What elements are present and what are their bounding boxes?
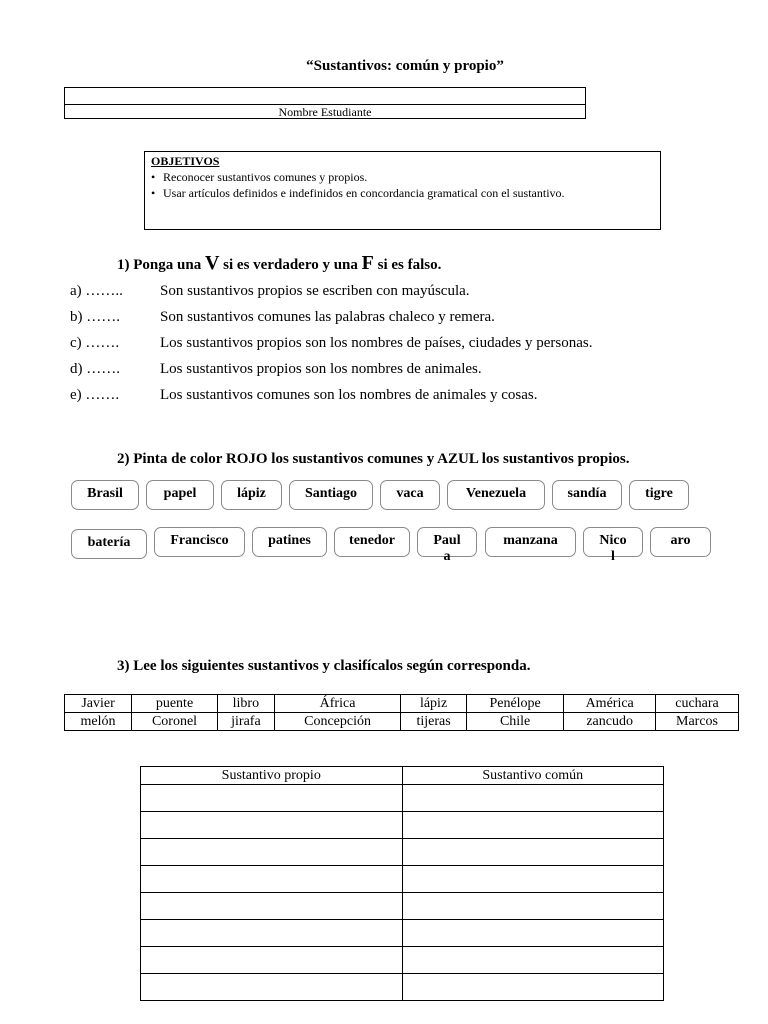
word-box[interactable]: tenedor <box>334 527 410 557</box>
word-box[interactable]: manzana <box>485 527 576 557</box>
page-title: “Sustantivos: común y propio” <box>306 58 504 74</box>
word-cell: puente <box>132 695 218 713</box>
proper-answer-cell[interactable] <box>141 893 403 920</box>
table-row <box>141 920 664 947</box>
common-answer-cell[interactable] <box>402 812 664 839</box>
statement-d <box>0 361 768 381</box>
word-box[interactable]: Venezuela <box>447 480 545 510</box>
word-box[interactable]: Brasil <box>71 480 139 510</box>
word-box[interactable]: tigre <box>629 480 689 510</box>
q3-heading <box>117 658 531 675</box>
word-cell: Coronel <box>132 713 218 731</box>
q2-text: Pinta de color ROJO los sustantivos comunes y AZUL los sustantivos propios. <box>133 451 630 467</box>
q2-heading <box>117 451 629 468</box>
q3-text: Lee los siguientes sustantivos y clasifícalos según corresponda. <box>133 658 531 674</box>
word-cell: lápiz <box>401 695 467 713</box>
word-cell: libro <box>217 695 274 713</box>
statement-text: Los sustantivos propios son los nombres de países, ciudades y personas. <box>160 335 593 351</box>
table-row <box>141 839 664 866</box>
objective-item: • Usar artículos definidos e indefinidos en concordancia gramatical con el sustantivo. <box>151 185 652 201</box>
proper-answer-cell[interactable] <box>141 839 403 866</box>
word-cell: Marcos <box>656 713 739 731</box>
common-answer-cell[interactable] <box>402 974 664 1001</box>
word-cell: tijeras <box>401 713 467 731</box>
objective-item: • Reconocer sustantivos comunes y propios. <box>151 169 652 185</box>
table-row <box>141 947 664 974</box>
word-box[interactable]: sandía <box>552 480 622 510</box>
proper-answer-cell[interactable] <box>141 947 403 974</box>
q1-letter-f: F <box>361 252 374 274</box>
word-box[interactable]: patines <box>252 527 327 557</box>
statement-text: Los sustantivos propios son los nombres de animales. <box>160 361 482 377</box>
proper-answer-cell[interactable] <box>141 974 403 1001</box>
q1-text-a: Ponga una <box>133 257 202 273</box>
word-cell: melón <box>65 713 132 731</box>
student-name-box[interactable] <box>64 87 586 119</box>
statement-e <box>0 387 768 407</box>
table-row <box>141 893 664 920</box>
statement-c <box>0 335 768 355</box>
common-answer-cell[interactable] <box>402 893 664 920</box>
q3-number: 3) <box>117 658 130 674</box>
proper-answer-cell[interactable] <box>141 812 403 839</box>
statement-blank[interactable]: b) ……. <box>70 309 120 325</box>
table-row <box>65 713 739 731</box>
col-header-proper: Sustantivo propio <box>141 767 403 785</box>
word-box[interactable]: lápiz <box>221 480 282 510</box>
common-answer-cell[interactable] <box>402 785 664 812</box>
statement-text: Son sustantivos propios se escriben con mayúscula. <box>160 283 470 299</box>
table-row <box>141 812 664 839</box>
statement-blank[interactable]: a) …….. <box>70 283 123 299</box>
student-name-label: Nombre Estudiante <box>278 105 372 119</box>
statement-blank[interactable]: c) ……. <box>70 335 120 351</box>
classification-table <box>140 766 664 1001</box>
word-cell: Chile <box>466 713 563 731</box>
q1-heading <box>117 252 441 275</box>
word-box[interactable]: batería <box>71 529 147 559</box>
statement-text: Los sustantivos comunes son los nombres de animales y cosas. <box>160 387 538 403</box>
table-row <box>141 974 664 1001</box>
statement-blank[interactable]: d) ……. <box>70 361 120 377</box>
objectives-list <box>151 169 652 201</box>
q1-text-c: si es falso. <box>377 257 442 273</box>
word-cell: jirafa <box>217 713 274 731</box>
word-box[interactable]: papel <box>146 480 214 510</box>
word-cell: cuchara <box>656 695 739 713</box>
common-answer-cell[interactable] <box>402 839 664 866</box>
word-cell: América <box>564 695 656 713</box>
word-box[interactable]: aro <box>650 527 711 557</box>
word-cell: África <box>274 695 400 713</box>
common-answer-cell[interactable] <box>402 920 664 947</box>
table-row <box>141 785 664 812</box>
q1-number: 1) <box>117 257 130 273</box>
q1-letter-v: V <box>204 252 220 274</box>
proper-answer-cell[interactable] <box>141 866 403 893</box>
table-header-row <box>141 767 664 785</box>
word-cell: zancudo <box>564 713 656 731</box>
table-row <box>141 866 664 893</box>
word-box[interactable]: Paul a <box>417 527 477 557</box>
statement-text: Son sustantivos comunes las palabras chaleco y remera. <box>160 309 495 325</box>
statement-blank[interactable]: e) ……. <box>70 387 120 403</box>
proper-answer-cell[interactable] <box>141 785 403 812</box>
objectives-box <box>144 151 661 230</box>
word-box[interactable]: Santiago <box>289 480 373 510</box>
statement-a <box>0 283 768 303</box>
word-cell: Penélope <box>466 695 563 713</box>
common-answer-cell[interactable] <box>402 947 664 974</box>
table-row <box>65 695 739 713</box>
col-header-common: Sustantivo común <box>402 767 664 785</box>
word-box[interactable]: Nico l <box>583 527 643 557</box>
word-cell: Concepción <box>274 713 400 731</box>
q2-number: 2) <box>117 451 130 467</box>
words-table <box>64 694 739 731</box>
proper-answer-cell[interactable] <box>141 920 403 947</box>
word-box[interactable]: Francisco <box>154 527 245 557</box>
common-answer-cell[interactable] <box>402 866 664 893</box>
word-box[interactable]: vaca <box>380 480 440 510</box>
q1-text-b: si es verdadero y una <box>223 257 358 273</box>
word-cell: Javier <box>65 695 132 713</box>
objectives-heading: OBJETIVOS <box>151 154 220 168</box>
statement-b <box>0 309 768 329</box>
